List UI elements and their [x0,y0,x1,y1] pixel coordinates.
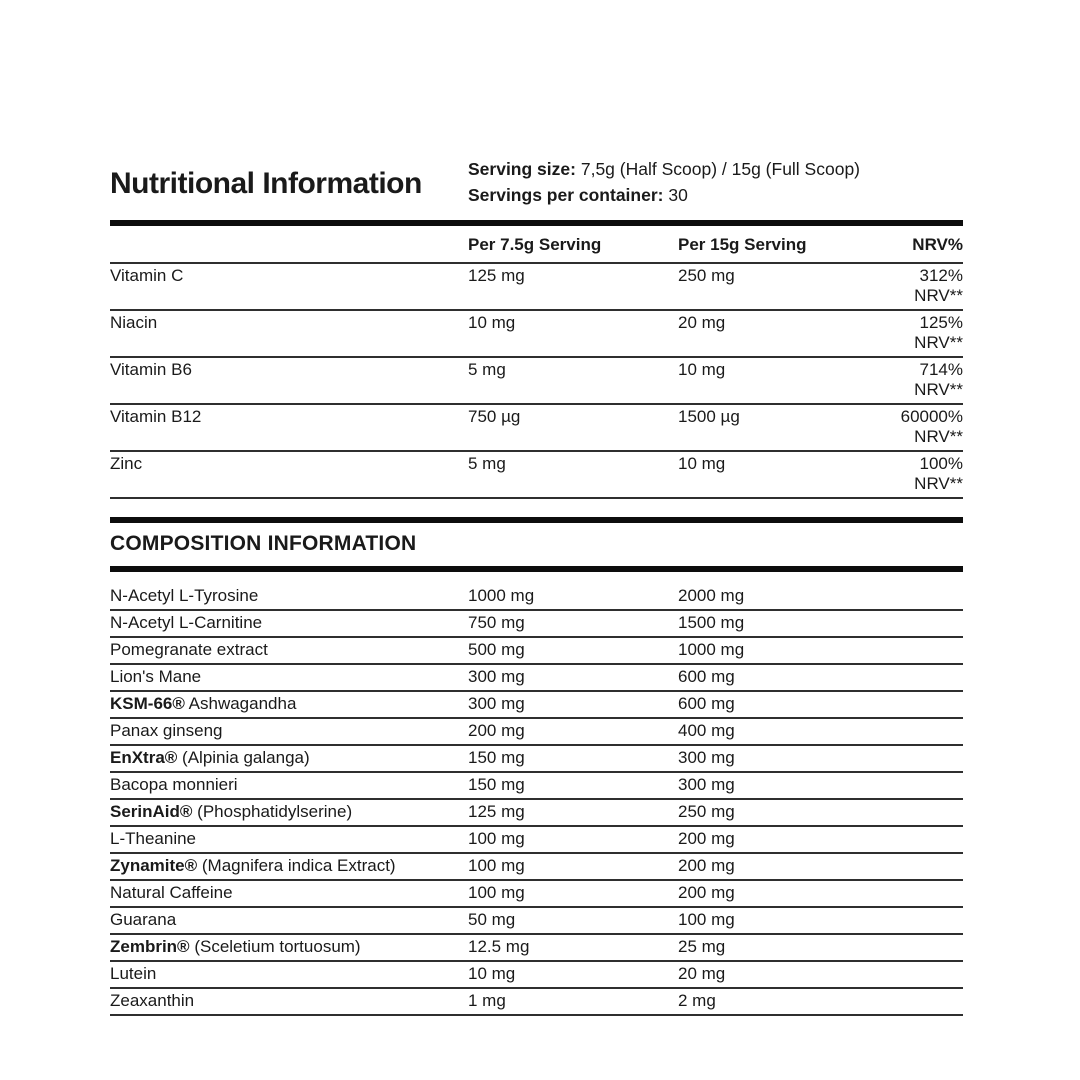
amount-per-7-5g: 50 mg [468,910,516,929]
amount-per-15g: 400 mg [678,721,735,740]
ingredient-name [110,773,468,798]
nutrient-name: Vitamin B12 [110,407,202,426]
header-nrv: NRV% [912,235,963,254]
nrv-empty [878,719,963,744]
nrv-empty [878,935,963,960]
ingredient-name [110,719,468,744]
ingredient-name [110,800,468,825]
table-row [110,827,963,854]
ingredient-brand: Zembrin® [110,937,190,956]
ingredient-text: Bacopa monnieri [110,775,238,794]
ingredient-text: Zeaxanthin [110,991,195,1010]
divider-thick-below-composition [110,566,963,572]
amount-per-15g: 1500 mg [678,613,745,632]
nrv-value: 60000% NRV** [900,407,963,446]
amount-per-15g: 600 mg [678,667,735,686]
servings-per-container-label: Servings per container: [468,185,664,205]
amount-per-7-5g: 100 mg [468,883,525,902]
amount-per-7-5g: 125 mg [468,266,525,285]
table-row [110,611,963,638]
ingredient-text: Pomegranate extract [110,640,268,659]
table-row [110,962,963,989]
amount-per-7-5g: 200 mg [468,721,525,740]
nutrition-table [110,226,963,499]
ingredient-name [110,638,468,663]
nutrition-table-header [110,226,963,264]
ingredient-name [110,746,468,771]
nutrient-name: Vitamin B6 [110,360,192,379]
nutrient-name: Niacin [110,313,158,332]
amount-per-15g: 600 mg [678,694,735,713]
ingredient-name [110,692,468,717]
amount-per-7-5g: 150 mg [468,775,525,794]
ingredient-text: N-Acetyl L-Tyrosine [110,586,259,605]
amount-per-15g: 2000 mg [678,586,745,605]
table-row [110,800,963,827]
ingredient-name [110,881,468,906]
ingredient-name [110,962,468,987]
nrv-empty [878,962,963,987]
amount-per-7-5g: 1000 mg [468,586,535,605]
table-row [110,264,963,311]
table-row [110,405,963,452]
amount-per-7-5g: 300 mg [468,694,525,713]
ingredient-name [110,908,468,933]
ingredient-text: Lutein [110,964,157,983]
amount-per-7-5g: 100 mg [468,856,525,875]
ingredient-text: Ashwagandha [184,694,297,713]
nrv-value: 100% NRV** [914,454,963,493]
amount-per-15g: 200 mg [678,829,735,848]
amount-per-15g: 200 mg [678,883,735,902]
amount-per-7-5g: 150 mg [468,748,525,767]
label-header [110,156,963,208]
amount-per-15g: 100 mg [678,910,735,929]
ingredient-name [110,827,468,852]
table-row [110,854,963,881]
table-row [110,908,963,935]
composition-heading-block [110,517,963,572]
table-row [110,773,963,800]
ingredient-name [110,854,468,879]
nrv-empty [878,638,963,663]
label-content [110,156,963,1016]
nutrient-name: Vitamin C [110,266,184,285]
ingredient-text: (Sceletium tortuosum) [189,937,361,956]
nrv-empty [878,800,963,825]
table-row [110,692,963,719]
amount-per-15g: 20 mg [678,964,726,983]
table-row [110,881,963,908]
serving-size-line [468,156,860,182]
nrv-empty [878,908,963,933]
ingredient-text: (Alpinia galanga) [177,748,310,767]
table-row [110,719,963,746]
table-row [110,638,963,665]
amount-per-15g: 1000 mg [678,640,745,659]
amount-per-15g: 250 mg [678,266,735,285]
header-per-7-5g: Per 7.5g Serving [468,235,602,254]
amount-per-7-5g: 10 mg [468,313,516,332]
amount-per-15g: 200 mg [678,856,735,875]
nrv-value: 312% NRV** [914,266,963,305]
ingredient-text: Guarana [110,910,177,929]
table-row [110,989,963,1016]
amount-per-7-5g: 300 mg [468,667,525,686]
ingredient-text: N-Acetyl L-Carnitine [110,613,263,632]
table-row [110,935,963,962]
page-title: Nutritional Information [110,167,422,200]
nutrient-name: Zinc [110,454,143,473]
header-item-cell [110,226,468,262]
servings-per-container-line [468,182,860,208]
composition-table [110,584,963,1016]
amount-per-15g: 300 mg [678,775,735,794]
table-row [110,358,963,405]
ingredient-brand: SerinAid® [110,802,193,821]
ingredient-brand: EnXtra® [110,748,178,767]
amount-per-15g: 1500 µg [678,407,740,426]
ingredient-text: L-Theanine [110,829,197,848]
ingredient-text: (Phosphatidylserine) [192,802,353,821]
ingredient-text: Natural Caffeine [110,883,233,902]
table-row [110,452,963,499]
nrv-empty [878,881,963,906]
nrv-empty [878,989,963,1014]
ingredient-brand: Zynamite® [110,856,198,875]
amount-per-7-5g: 500 mg [468,640,525,659]
amount-per-7-5g: 125 mg [468,802,525,821]
serving-size-value: 7,5g (Half Scoop) / 15g (Full Scoop) [580,159,861,179]
ingredient-name [110,989,468,1014]
table-row [110,746,963,773]
ingredient-name [110,611,468,636]
serving-size-label: Serving size: [468,159,576,179]
composition-heading: COMPOSITION INFORMATION [110,532,417,555]
amount-per-15g: 250 mg [678,802,735,821]
nrv-empty [878,746,963,771]
amount-per-7-5g: 750 µg [468,407,521,426]
ingredient-text: Panax ginseng [110,721,223,740]
nrv-value: 125% NRV** [914,313,963,352]
amount-per-7-5g: 5 mg [468,360,506,379]
nrv-empty [878,665,963,690]
servings-per-container-value: 30 [668,185,688,205]
nrv-empty [878,773,963,798]
ingredient-name [110,584,468,609]
ingredient-text: Lion's Mane [110,667,202,686]
amount-per-15g: 25 mg [678,937,726,956]
ingredient-name [110,665,468,690]
amount-per-7-5g: 12.5 mg [468,937,530,956]
amount-per-7-5g: 750 mg [468,613,525,632]
amount-per-15g: 10 mg [678,360,726,379]
table-row [110,584,963,611]
ingredient-name [110,935,468,960]
amount-per-7-5g: 1 mg [468,991,506,1010]
table-row [110,311,963,358]
amount-per-7-5g: 5 mg [468,454,506,473]
table-row [110,665,963,692]
amount-per-7-5g: 100 mg [468,829,525,848]
nrv-empty [878,611,963,636]
amount-per-15g: 10 mg [678,454,726,473]
nrv-empty [878,827,963,852]
ingredient-text: (Magnifera indica Extract) [197,856,396,875]
header-per-15g: Per 15g Serving [678,235,807,254]
serving-info [468,156,860,208]
amount-per-15g: 300 mg [678,748,735,767]
nrv-empty [878,584,963,609]
nrv-value: 714% NRV** [914,360,963,399]
amount-per-15g: 2 mg [678,991,716,1010]
ingredient-brand: KSM-66® [110,694,185,713]
nrv-empty [878,854,963,879]
amount-per-7-5g: 10 mg [468,964,516,983]
nrv-empty [878,692,963,717]
amount-per-15g: 20 mg [678,313,726,332]
